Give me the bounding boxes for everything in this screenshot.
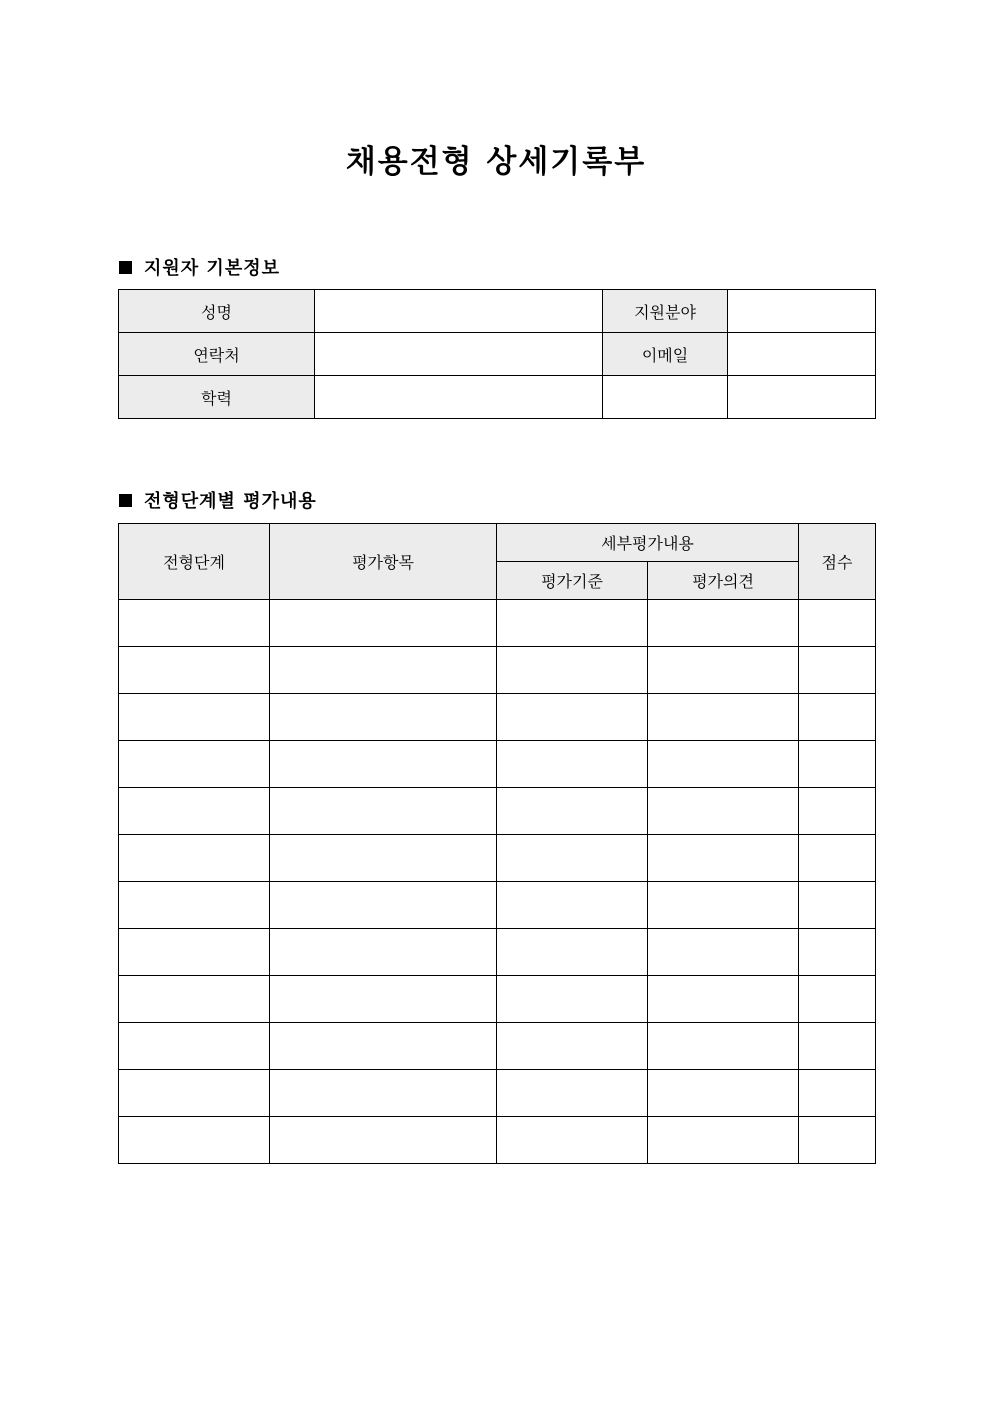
- stage-cell[interactable]: [119, 647, 270, 694]
- header-row: [119, 524, 876, 562]
- table-row: [119, 333, 876, 376]
- stage-cell[interactable]: [119, 1117, 270, 1164]
- opinion-cell[interactable]: [648, 694, 799, 741]
- item-cell[interactable]: [270, 1117, 497, 1164]
- opinion-cell[interactable]: [648, 741, 799, 788]
- criteria-cell[interactable]: [497, 1023, 648, 1070]
- opinion-header: 평가의견: [648, 562, 799, 600]
- criteria-cell[interactable]: [497, 929, 648, 976]
- stage-cell[interactable]: [119, 976, 270, 1023]
- table-row: [119, 741, 876, 788]
- square-bullet-icon: [119, 494, 132, 507]
- section-heading-basic-info: [119, 254, 280, 280]
- opinion-cell[interactable]: [648, 1023, 799, 1070]
- score-cell[interactable]: [799, 835, 876, 882]
- score-cell[interactable]: [799, 694, 876, 741]
- table-row: [119, 694, 876, 741]
- criteria-header: 평가기준: [497, 562, 648, 600]
- score-cell[interactable]: [799, 1117, 876, 1164]
- criteria-cell[interactable]: [497, 741, 648, 788]
- email-label: 이메일: [603, 333, 728, 376]
- blank-cell[interactable]: [728, 376, 876, 419]
- score-cell[interactable]: [799, 976, 876, 1023]
- square-bullet-icon: [119, 261, 132, 274]
- opinion-cell[interactable]: [648, 976, 799, 1023]
- item-cell[interactable]: [270, 1070, 497, 1117]
- table-row: [119, 1070, 876, 1117]
- section-heading-text: 지원자 기본정보: [144, 258, 280, 279]
- stage-cell[interactable]: [119, 929, 270, 976]
- item-cell[interactable]: [270, 882, 497, 929]
- opinion-cell[interactable]: [648, 1070, 799, 1117]
- table-row: [119, 835, 876, 882]
- table-row: [119, 1117, 876, 1164]
- detail-header: 세부평가내용: [497, 524, 799, 562]
- criteria-cell[interactable]: [497, 1117, 648, 1164]
- item-cell[interactable]: [270, 835, 497, 882]
- stage-cell[interactable]: [119, 788, 270, 835]
- opinion-cell[interactable]: [648, 647, 799, 694]
- score-cell[interactable]: [799, 882, 876, 929]
- stage-cell[interactable]: [119, 1023, 270, 1070]
- stage-cell[interactable]: [119, 741, 270, 788]
- stage-cell[interactable]: [119, 882, 270, 929]
- item-cell[interactable]: [270, 1023, 497, 1070]
- contact-label: 연락처: [119, 333, 315, 376]
- stage-cell[interactable]: [119, 835, 270, 882]
- opinion-cell[interactable]: [648, 882, 799, 929]
- item-cell[interactable]: [270, 929, 497, 976]
- stage-cell[interactable]: [119, 694, 270, 741]
- education-value-cell[interactable]: [315, 376, 603, 419]
- field-label: 지원분야: [603, 290, 728, 333]
- score-header: 점수: [799, 524, 876, 600]
- page-title: 채용전형 상세기록부: [345, 144, 647, 180]
- item-cell[interactable]: [270, 694, 497, 741]
- criteria-cell[interactable]: [497, 694, 648, 741]
- score-cell[interactable]: [799, 929, 876, 976]
- criteria-cell[interactable]: [497, 882, 648, 929]
- opinion-cell[interactable]: [648, 600, 799, 647]
- table-row: [119, 788, 876, 835]
- criteria-cell[interactable]: [497, 1070, 648, 1117]
- score-cell[interactable]: [799, 647, 876, 694]
- criteria-cell[interactable]: [497, 835, 648, 882]
- name-value-cell[interactable]: [315, 290, 603, 333]
- education-label: 학력: [119, 376, 315, 419]
- stage-cell[interactable]: [119, 600, 270, 647]
- table-row: [119, 647, 876, 694]
- blank-cell[interactable]: [603, 376, 728, 419]
- score-cell[interactable]: [799, 788, 876, 835]
- opinion-cell[interactable]: [648, 835, 799, 882]
- score-cell[interactable]: [799, 1070, 876, 1117]
- item-cell[interactable]: [270, 647, 497, 694]
- criteria-cell[interactable]: [497, 600, 648, 647]
- table-row: [119, 376, 876, 419]
- stage-cell[interactable]: [119, 1070, 270, 1117]
- section-heading-evaluation: [119, 487, 317, 513]
- table-row: [119, 882, 876, 929]
- item-cell[interactable]: [270, 976, 497, 1023]
- email-value-cell[interactable]: [728, 333, 876, 376]
- criteria-cell[interactable]: [497, 976, 648, 1023]
- criteria-cell[interactable]: [497, 647, 648, 694]
- opinion-cell[interactable]: [648, 1117, 799, 1164]
- table-row: [119, 976, 876, 1023]
- table-row: [119, 929, 876, 976]
- name-label: 성명: [119, 290, 315, 333]
- table-row: [119, 1023, 876, 1070]
- applicant-info-table: [118, 289, 876, 419]
- opinion-cell[interactable]: [648, 929, 799, 976]
- item-cell[interactable]: [270, 788, 497, 835]
- section-heading-text: 전형단계별 평가내용: [144, 491, 317, 512]
- evaluation-table: [118, 523, 876, 1164]
- score-cell[interactable]: [799, 1023, 876, 1070]
- item-header: 평가항목: [270, 524, 497, 600]
- score-cell[interactable]: [799, 600, 876, 647]
- evaluation-table-body: [119, 600, 876, 1164]
- field-value-cell[interactable]: [728, 290, 876, 333]
- score-cell[interactable]: [799, 741, 876, 788]
- contact-value-cell[interactable]: [315, 333, 603, 376]
- item-cell[interactable]: [270, 600, 497, 647]
- criteria-cell[interactable]: [497, 788, 648, 835]
- item-cell[interactable]: [270, 741, 497, 788]
- table-row: [119, 290, 876, 333]
- opinion-cell[interactable]: [648, 788, 799, 835]
- stage-header: 전형단계: [119, 524, 270, 600]
- table-row: [119, 600, 876, 647]
